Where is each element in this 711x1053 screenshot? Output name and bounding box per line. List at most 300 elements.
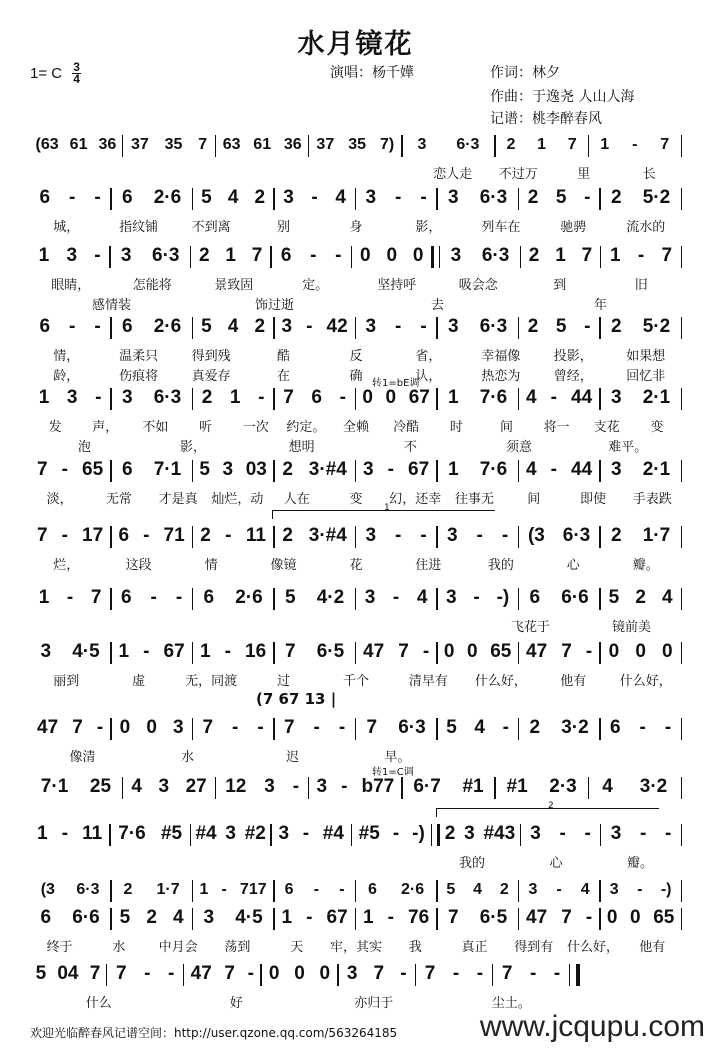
- measure: [416, 962, 492, 986]
- lyrics-verse-2: [30, 294, 682, 313]
- lyric-syllable: 城，: [53, 220, 80, 235]
- note: 7: [660, 136, 670, 153]
- lyric-syllable: 长: [642, 167, 656, 182]
- key-change-annotation: 转1=C调: [372, 767, 414, 778]
- barline: [681, 135, 682, 157]
- note: -: [310, 245, 317, 266]
- lyric-syllable: 回忆非: [626, 369, 666, 384]
- note: 6: [280, 245, 292, 266]
- measure: [272, 244, 351, 268]
- measure: [184, 962, 260, 986]
- barline: [681, 526, 682, 548]
- measure: [275, 386, 355, 410]
- note: 3: [278, 823, 290, 844]
- lyric-syllable: 曾经，: [553, 369, 593, 384]
- note: -): [660, 881, 672, 898]
- note: -: [556, 881, 562, 898]
- note: 6: [122, 316, 133, 337]
- note: -: [95, 387, 102, 408]
- note: 7·6: [479, 387, 508, 408]
- note: -: [94, 245, 101, 266]
- note: 67: [408, 459, 430, 480]
- measure: [30, 962, 106, 986]
- note: 3: [445, 587, 457, 608]
- note: 7: [115, 963, 127, 984]
- note: -: [341, 776, 348, 797]
- note: 5: [199, 459, 210, 480]
- note: -: [167, 963, 175, 984]
- lyric-syllable: 温柔只: [119, 349, 159, 364]
- note: 5: [201, 187, 212, 208]
- lyric-syllable: 无常: [105, 492, 132, 507]
- note: 7: [37, 525, 48, 546]
- note: (3: [40, 881, 55, 898]
- note: -: [143, 525, 150, 546]
- note: 1: [363, 907, 374, 928]
- lyric-syllable: 不: [403, 440, 417, 455]
- lyric-syllable: 心: [549, 856, 563, 871]
- lyric-syllable: 确: [349, 369, 363, 384]
- lyric-syllable: 过: [277, 674, 291, 689]
- note: 7: [90, 587, 102, 608]
- measure: [519, 906, 599, 930]
- note: 11: [82, 823, 103, 844]
- lyrics-verse-1: [30, 992, 580, 1011]
- note: -): [412, 823, 425, 844]
- measure: [496, 775, 588, 799]
- note: 4: [580, 881, 590, 898]
- note: 7: [283, 387, 294, 408]
- note: 2·3: [549, 776, 577, 797]
- note: 3: [225, 823, 236, 844]
- note: 35: [348, 136, 367, 153]
- barline: [681, 880, 682, 902]
- measure: [496, 133, 588, 157]
- note: 3: [528, 881, 538, 898]
- note: -: [69, 187, 76, 208]
- notation-row: [30, 906, 682, 930]
- note: 5: [608, 587, 620, 608]
- note: 2: [282, 459, 293, 480]
- note: -: [584, 823, 591, 844]
- note: 6: [118, 525, 130, 546]
- barline: [431, 824, 440, 846]
- notation-row: [30, 315, 682, 339]
- measure: [601, 640, 681, 664]
- lyric-syllable: 水: [112, 940, 126, 955]
- note: 47: [526, 641, 548, 662]
- lyric-syllable: 淡，: [46, 492, 73, 507]
- lyric-syllable: 变: [349, 492, 363, 507]
- measure: [193, 458, 273, 482]
- note: 5·2: [642, 316, 671, 337]
- note: 2: [527, 187, 539, 208]
- lyric-syllable: 什么好，: [474, 674, 527, 689]
- note: 3·2: [561, 717, 589, 738]
- note: -: [395, 187, 402, 208]
- note: -: [400, 963, 407, 984]
- lyric-syllable: 怎能将: [132, 278, 172, 293]
- note: 1: [225, 245, 236, 266]
- key-signature: [30, 62, 81, 85]
- note: 37: [131, 136, 149, 153]
- measure: [216, 133, 308, 157]
- lyric-syllable: 幻，还幸: [389, 492, 442, 507]
- measure: [356, 315, 436, 339]
- note: 6·3: [456, 136, 480, 153]
- note: 3·#4: [308, 525, 347, 546]
- measure: [112, 386, 192, 410]
- note: 2: [527, 316, 539, 337]
- note: 1: [448, 459, 459, 480]
- note: 3: [264, 776, 275, 797]
- lyric-syllable: 如果想: [626, 349, 666, 364]
- note: #2: [244, 823, 266, 844]
- note: 35: [164, 136, 183, 153]
- notation-row: [30, 775, 682, 799]
- note: 67: [163, 641, 185, 662]
- lyric-syllable: 年: [593, 298, 607, 313]
- note: -: [61, 459, 68, 480]
- lyric-syllable: 冷酷: [393, 420, 420, 435]
- note: 2: [444, 823, 456, 844]
- note: 7: [224, 963, 235, 984]
- key-label: 1= C: [30, 65, 63, 82]
- note: 0: [606, 907, 618, 928]
- note: 5: [285, 587, 296, 608]
- lyric-syllable: 间: [527, 492, 541, 507]
- note: 6·7: [413, 776, 441, 797]
- note: 2: [282, 525, 293, 546]
- note: -: [306, 316, 313, 337]
- note: 3: [448, 187, 459, 208]
- note: 47: [526, 907, 548, 928]
- note: 6: [40, 907, 52, 928]
- lyrics-verse-1: [30, 670, 682, 689]
- lyric-syllable: 反: [349, 349, 363, 364]
- note: 7: [89, 963, 101, 984]
- note: 3·2: [639, 776, 668, 797]
- measure: [112, 458, 192, 482]
- note: #4: [195, 823, 217, 844]
- note: 37: [316, 136, 335, 153]
- measure: [356, 586, 436, 610]
- note: 3: [40, 641, 52, 662]
- note: 0: [146, 717, 157, 738]
- lyric-syllable: 才是真: [158, 492, 198, 507]
- note: -: [306, 907, 313, 928]
- footer-link-text: 欢迎光临醉春风记谱空间：http://user.qzone.qq.com/563264185: [30, 1026, 398, 1040]
- note: 2·1: [642, 387, 671, 408]
- lyric-syllable: 变: [650, 420, 664, 435]
- note: -: [257, 717, 264, 738]
- lyric-syllable: 声，: [92, 420, 119, 435]
- note: 4·5: [72, 641, 100, 662]
- measure: [601, 244, 680, 268]
- measure: [112, 186, 192, 210]
- note: 3: [609, 881, 619, 898]
- note: #1: [506, 776, 528, 797]
- measure: [519, 640, 599, 664]
- measure: [438, 878, 518, 902]
- lyricist-credit: 作词：林夕: [490, 65, 560, 81]
- note: 3: [122, 387, 133, 408]
- measure: [519, 315, 599, 339]
- composer-credit: 作曲：于逸尧 人山人海: [490, 89, 635, 105]
- measure: [112, 906, 192, 930]
- note: 4: [227, 187, 239, 208]
- note: 6·6: [561, 587, 589, 608]
- measure: [589, 133, 681, 157]
- measure: [352, 244, 431, 268]
- measure: [112, 524, 192, 548]
- measure: [601, 524, 681, 548]
- measure: [191, 822, 270, 846]
- note: 3: [450, 245, 462, 266]
- note: #1: [462, 776, 484, 797]
- lyric-syllable: 身: [349, 220, 363, 235]
- measure: [356, 640, 436, 664]
- measure: [356, 458, 436, 482]
- lyric-syllable: 恋人走: [433, 167, 473, 182]
- note: -: [476, 525, 483, 546]
- note: -: [664, 717, 672, 738]
- lyric-syllable: 全赖: [343, 420, 370, 435]
- note: -: [553, 963, 561, 984]
- lyric-syllable: 伤痕将: [119, 369, 159, 384]
- song-title: 水月镜花: [297, 29, 414, 60]
- note: 7: [424, 963, 436, 984]
- measure: [339, 962, 415, 986]
- note: -: [225, 525, 232, 546]
- note: 3: [173, 717, 184, 738]
- notation-row: [30, 962, 580, 986]
- note: 6: [368, 881, 377, 898]
- note: 5: [446, 881, 456, 898]
- note: 3: [446, 525, 458, 546]
- lyric-syllable: 龄，: [53, 369, 80, 384]
- measure: [30, 186, 110, 210]
- barline: [681, 188, 682, 210]
- lyric-syllable: 指纹铺: [119, 220, 159, 235]
- measure: [356, 524, 436, 548]
- note: 7: [37, 459, 48, 480]
- lyric-syllable: 约定。: [286, 420, 326, 435]
- measure: [356, 716, 436, 740]
- measure: [601, 386, 681, 410]
- measure: [30, 586, 110, 610]
- note: 1·7: [642, 525, 671, 546]
- lyric-syllable: 像清: [69, 750, 96, 765]
- lyric-syllable: 别: [277, 220, 291, 235]
- note: 4·2: [316, 587, 345, 608]
- note: -: [143, 641, 150, 662]
- note: 63: [222, 136, 241, 153]
- lyrics-verse-2: [30, 436, 682, 455]
- note: 0: [443, 641, 455, 662]
- measure: [601, 186, 681, 210]
- barline: [681, 388, 682, 410]
- note: -: [501, 525, 509, 546]
- note: 6·3: [479, 187, 508, 208]
- note: -: [637, 245, 645, 266]
- note: 3: [283, 187, 294, 208]
- measure: [438, 716, 518, 740]
- note: 5: [555, 187, 567, 208]
- note: 44: [571, 459, 593, 480]
- measure: [123, 775, 215, 799]
- note: -: [584, 187, 591, 208]
- note: 3: [611, 459, 622, 480]
- note: -: [452, 963, 460, 984]
- note: 25: [89, 776, 112, 797]
- note: -: [61, 823, 69, 844]
- note: 0: [662, 641, 673, 662]
- note: -: [247, 963, 254, 984]
- note: 0: [412, 245, 424, 266]
- note: 3: [222, 459, 234, 480]
- lyric-syllable: 天: [290, 940, 304, 955]
- note: 3·#4: [308, 459, 347, 480]
- note: 2: [611, 316, 622, 337]
- note: 3: [66, 245, 78, 266]
- note: 1: [229, 387, 241, 408]
- measure: [112, 586, 192, 610]
- note: 3: [448, 316, 459, 337]
- note: -: [559, 823, 566, 844]
- lyric-syllable: 亦归于: [354, 996, 394, 1011]
- note: 3: [66, 387, 78, 408]
- note: (3: [527, 525, 545, 546]
- note: -: [144, 963, 151, 984]
- measure: [112, 640, 192, 664]
- note: -: [232, 717, 239, 738]
- note: 6: [311, 387, 322, 408]
- lyric-syllable: 好: [229, 996, 243, 1011]
- measure: [519, 186, 599, 210]
- note: 4: [335, 187, 346, 208]
- note: -: [584, 316, 591, 337]
- measure: [493, 962, 569, 986]
- measure: [112, 315, 192, 339]
- lyric-syllable: 牢，其实: [329, 940, 382, 955]
- lyric-syllable: 镜前美: [611, 620, 651, 635]
- note: 5: [555, 316, 567, 337]
- note: 0: [608, 641, 620, 662]
- measure: [191, 244, 270, 268]
- lyric-syllable: 发: [48, 420, 62, 435]
- note: 3: [610, 823, 622, 844]
- lyric-syllable: 丽到: [53, 674, 80, 689]
- lyrics-verse-2: [30, 365, 682, 384]
- lyric-syllable: 将一: [543, 420, 570, 435]
- note: -: [395, 525, 402, 546]
- note: #43: [483, 823, 516, 844]
- measure: [193, 386, 273, 410]
- note: 61: [69, 136, 88, 153]
- note: 7: [366, 717, 378, 738]
- measure: [275, 906, 355, 930]
- lyric-syllable: 他有: [560, 674, 587, 689]
- note: 1: [38, 387, 50, 408]
- measure: [111, 822, 190, 846]
- lyric-syllable: 在: [277, 369, 291, 384]
- note: 4: [526, 459, 537, 480]
- note: 36: [283, 136, 302, 153]
- note: 4: [474, 717, 485, 738]
- note: -: [639, 823, 647, 844]
- note: 7): [380, 136, 395, 153]
- note: 2: [198, 245, 210, 266]
- note: -: [313, 881, 320, 898]
- note: 7·6: [479, 459, 508, 480]
- note: 6·5: [479, 907, 508, 928]
- lyric-syllable: 终于: [46, 940, 73, 955]
- lyric-syllable: 流水的: [626, 220, 666, 235]
- lyric-syllable: 烂，: [53, 558, 80, 573]
- note: 6·5: [316, 641, 345, 662]
- note: -: [632, 136, 638, 153]
- note: 7: [198, 136, 208, 153]
- lyrics-verse-1: [430, 852, 682, 871]
- note: 3: [365, 187, 377, 208]
- lyric-syllable: 荡到: [224, 940, 251, 955]
- note: 5: [446, 717, 457, 738]
- note: 6: [120, 587, 132, 608]
- measure: [601, 716, 681, 740]
- lyric-syllable: 手表跌: [632, 492, 672, 507]
- note: 0: [385, 387, 397, 408]
- note: 7: [561, 641, 572, 662]
- lyric-syllable: 旧: [634, 278, 648, 293]
- measure: [521, 822, 600, 846]
- note: 7: [661, 245, 673, 266]
- note: 04: [57, 963, 79, 984]
- note: -: [292, 776, 300, 797]
- note: -: [476, 963, 484, 984]
- barline: [681, 908, 682, 930]
- notation-row: [30, 186, 682, 210]
- notation-row: [30, 586, 682, 610]
- note: -: [637, 881, 643, 898]
- note: 2: [529, 717, 541, 738]
- lyric-syllable: 坚持呼: [377, 278, 417, 293]
- note: 44: [571, 387, 593, 408]
- measure: [438, 906, 518, 930]
- measure: [30, 133, 122, 157]
- measure: [30, 775, 122, 799]
- measure: [356, 386, 436, 410]
- measure: [356, 878, 436, 902]
- note: 27: [185, 776, 207, 797]
- note: 7: [283, 717, 295, 738]
- alternate-phrase: (7 67 13 |: [256, 690, 337, 708]
- note: 1: [200, 641, 211, 662]
- note: 6·3: [481, 245, 510, 266]
- note: 0: [362, 387, 373, 408]
- lyric-syllable: 眼睛，: [51, 278, 91, 293]
- note: 2: [611, 525, 622, 546]
- note: 2: [254, 316, 266, 337]
- transcriber-credit: 记谱：桃李醉春风: [490, 111, 602, 127]
- measure: [112, 878, 192, 902]
- note: -: [150, 587, 157, 608]
- note: 0: [630, 907, 641, 928]
- note: 1: [37, 823, 48, 844]
- measure: [275, 878, 355, 902]
- note: -: [94, 187, 101, 208]
- note: 2: [146, 907, 157, 928]
